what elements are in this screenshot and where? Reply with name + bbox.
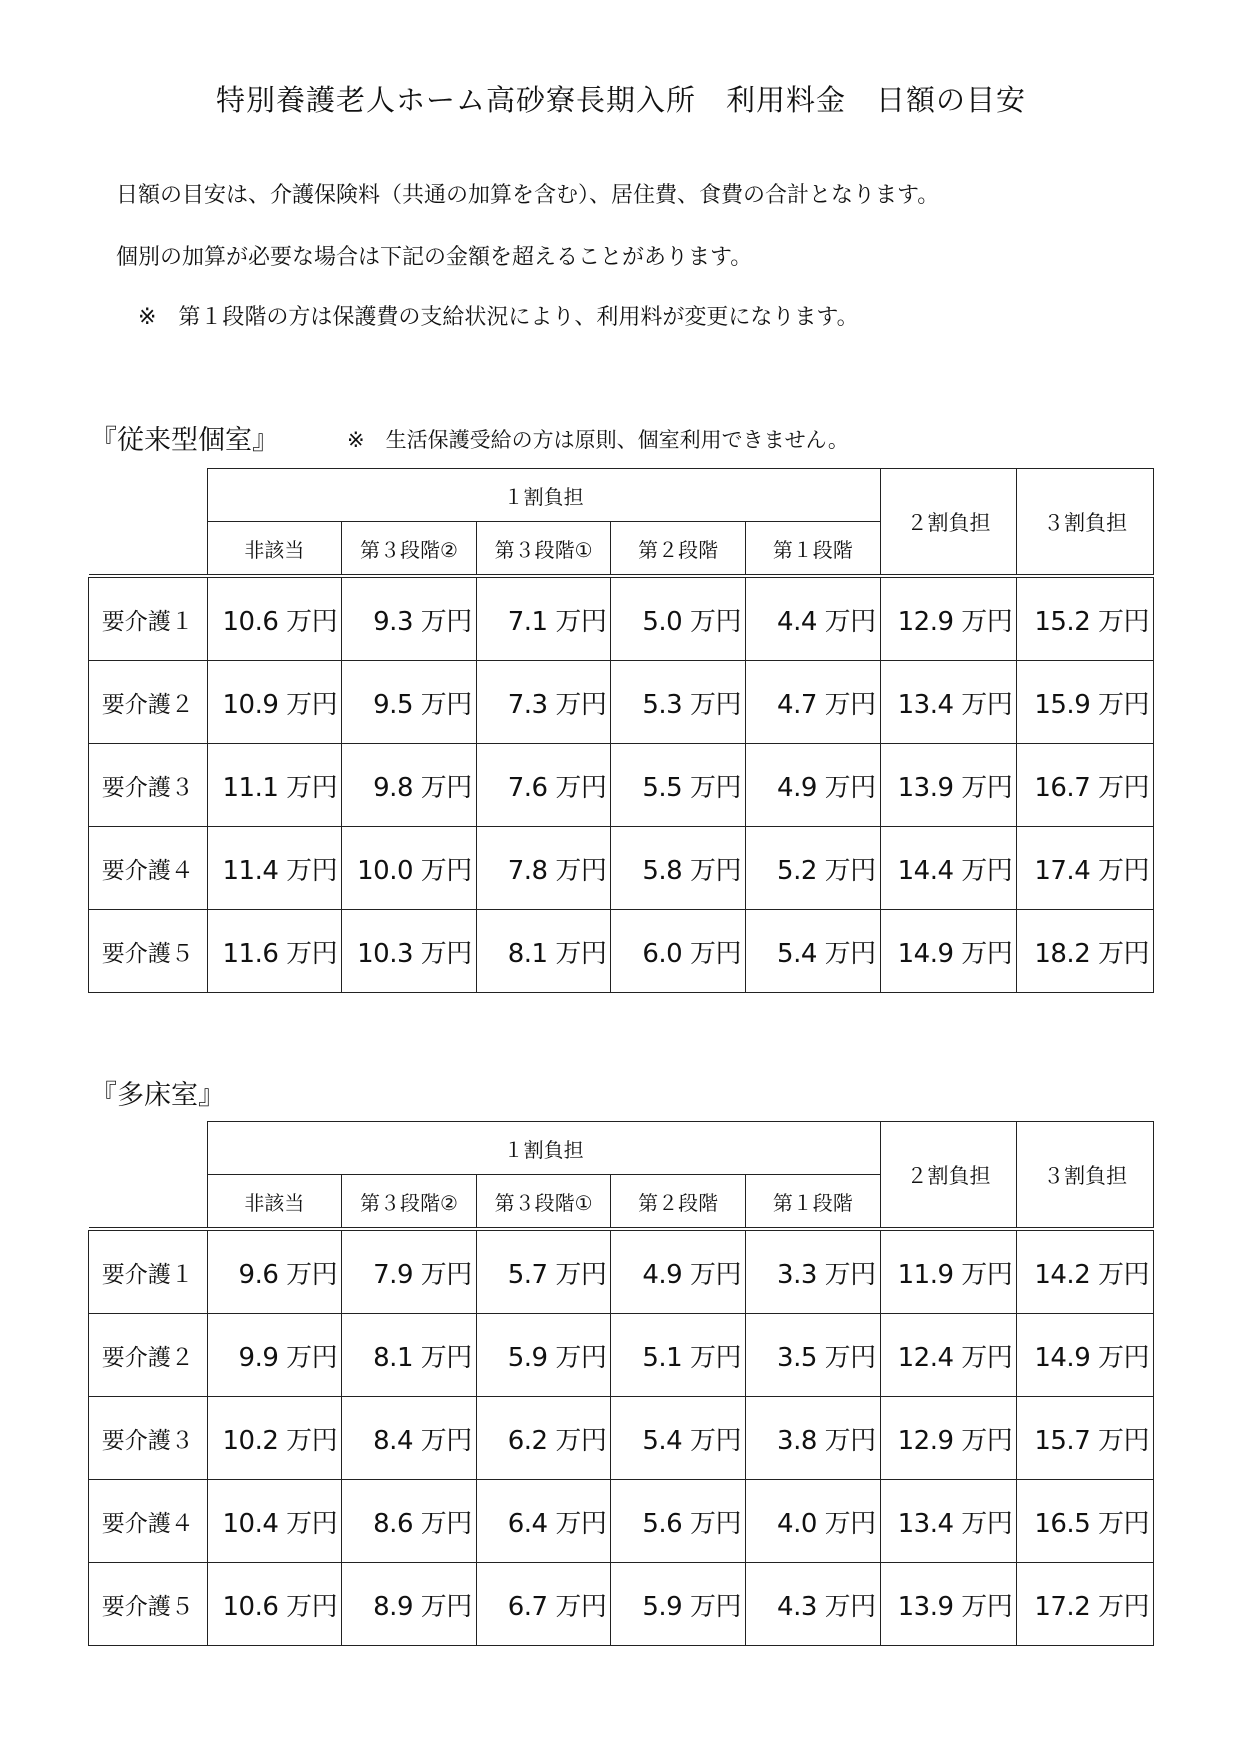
table-row: [89, 744, 1154, 827]
fee-cell: 10.0 万円: [342, 827, 477, 910]
fee-cell: 4.0 万円: [745, 1480, 880, 1563]
fee-cell: 5.9 万円: [476, 1314, 611, 1397]
header-stage3-1: 第３段階①: [476, 1175, 611, 1228]
fee-cell: 15.2 万円: [1017, 578, 1154, 661]
fee-cell: 15.7 万円: [1017, 1397, 1154, 1480]
header-3-wari: ３割負担: [1017, 469, 1154, 575]
fee-cell: 6.7 万円: [476, 1563, 611, 1646]
fee-cell: 15.9 万円: [1017, 661, 1154, 744]
fee-table-private-room: [88, 468, 1154, 993]
fee-cell: 14.2 万円: [1017, 1231, 1154, 1314]
header-stage2: 第２段階: [611, 1175, 746, 1228]
row-label: 要介護４: [89, 1480, 208, 1563]
fee-cell: 8.1 万円: [342, 1314, 477, 1397]
row-label: 要介護３: [89, 1397, 208, 1480]
row-label: 要介護１: [89, 1231, 208, 1314]
fee-cell: 7.3 万円: [476, 661, 611, 744]
fee-cell: 14.9 万円: [880, 910, 1017, 993]
fee-cell: 3.8 万円: [745, 1397, 880, 1480]
header-stage3-1: 第３段階①: [476, 522, 611, 575]
fee-cell: 18.2 万円: [1017, 910, 1154, 993]
header-stage1: 第１段階: [745, 1175, 880, 1228]
fee-cell: 16.5 万円: [1017, 1480, 1154, 1563]
row-label: 要介護４: [89, 827, 208, 910]
fee-cell: 9.6 万円: [207, 1231, 342, 1314]
row-label: 要介護３: [89, 744, 208, 827]
fee-cell: 6.4 万円: [476, 1480, 611, 1563]
fee-cell: 5.1 万円: [611, 1314, 746, 1397]
fee-cell: 13.9 万円: [880, 744, 1017, 827]
fee-cell: 3.5 万円: [745, 1314, 880, 1397]
header-hi-gaitou: 非該当: [207, 522, 342, 575]
table-row: [89, 1314, 1154, 1397]
header-stage1: 第１段階: [745, 522, 880, 575]
header-2-wari: ２割負担: [880, 469, 1017, 575]
fee-cell: 12.9 万円: [880, 1397, 1017, 1480]
fee-cell: 11.4 万円: [207, 827, 342, 910]
fee-cell: 9.3 万円: [342, 578, 477, 661]
table-body: [89, 575, 1154, 993]
header-1-wari: １割負担: [207, 469, 880, 522]
fee-table-multi-bed-room: [88, 1121, 1154, 1646]
fee-cell: 7.9 万円: [342, 1231, 477, 1314]
fee-cell: 12.9 万円: [880, 578, 1017, 661]
table-row: [89, 1563, 1154, 1646]
fee-cell: 8.6 万円: [342, 1480, 477, 1563]
row-label: 要介護１: [89, 578, 208, 661]
section-note-private-room: ※ 生活保護受給の方は原則、個室利用できません。: [347, 428, 849, 452]
header-2-wari: ２割負担: [880, 1122, 1017, 1228]
fee-cell: 10.4 万円: [207, 1480, 342, 1563]
row-label: 要介護２: [89, 661, 208, 744]
header-stage2: 第２段階: [611, 522, 746, 575]
fee-cell: 10.9 万円: [207, 661, 342, 744]
fee-cell: 9.9 万円: [207, 1314, 342, 1397]
fee-cell: 8.1 万円: [476, 910, 611, 993]
fee-cell: 13.9 万円: [880, 1563, 1017, 1646]
fee-cell: 5.0 万円: [611, 578, 746, 661]
fee-cell: 10.3 万円: [342, 910, 477, 993]
fee-cell: 3.3 万円: [745, 1231, 880, 1314]
fee-cell: 4.3 万円: [745, 1563, 880, 1646]
note-stage1: ※ 第１段階の方は保護費の支給状況により、利用料が変更になります。: [138, 305, 859, 330]
fee-cell: 7.8 万円: [476, 827, 611, 910]
fee-cell: 14.4 万円: [880, 827, 1017, 910]
header-hi-gaitou: 非該当: [207, 1175, 342, 1228]
section-heading-multi-bed-room: 『多床室』: [90, 1080, 225, 1111]
fee-cell: 13.4 万円: [880, 661, 1017, 744]
fee-cell: 8.9 万円: [342, 1563, 477, 1646]
note-individual-addition: 個別の加算が必要な場合は下記の金額を超えることがあります。: [116, 245, 753, 270]
table-row: [89, 1231, 1154, 1314]
table-row: [89, 910, 1154, 993]
fee-cell: 9.8 万円: [342, 744, 477, 827]
page-title: 特別養護老人ホーム高砂寮長期入所 利用料金 日額の目安: [215, 83, 1026, 117]
fee-cell: 6.0 万円: [611, 910, 746, 993]
fee-cell: 12.4 万円: [880, 1314, 1017, 1397]
table-row: [89, 661, 1154, 744]
fee-cell: 11.9 万円: [880, 1231, 1017, 1314]
fee-cell: 14.9 万円: [1017, 1314, 1154, 1397]
section-heading-private-room: 『従来型個室』: [90, 425, 279, 456]
fee-cell: 11.1 万円: [207, 744, 342, 827]
fee-cell: 5.2 万円: [745, 827, 880, 910]
fee-cell: 5.5 万円: [611, 744, 746, 827]
fee-cell: 8.4 万円: [342, 1397, 477, 1480]
fee-cell: 17.4 万円: [1017, 827, 1154, 910]
table-corner: [89, 1122, 208, 1228]
header-stage3-2: 第３段階②: [342, 1175, 477, 1228]
fee-cell: 7.1 万円: [476, 578, 611, 661]
fee-cell: 5.4 万円: [611, 1397, 746, 1480]
fee-cell: 5.4 万円: [745, 910, 880, 993]
header-1-wari: １割負担: [207, 1122, 880, 1175]
fee-cell: 4.4 万円: [745, 578, 880, 661]
fee-cell: 6.2 万円: [476, 1397, 611, 1480]
fee-cell: 9.5 万円: [342, 661, 477, 744]
row-label: 要介護２: [89, 1314, 208, 1397]
row-label: 要介護５: [89, 910, 208, 993]
fee-cell: 5.3 万円: [611, 661, 746, 744]
fee-cell: 10.6 万円: [207, 1563, 342, 1646]
table-row: [89, 1397, 1154, 1480]
fee-cell: 5.7 万円: [476, 1231, 611, 1314]
row-label: 要介護５: [89, 1563, 208, 1646]
table-corner: [89, 469, 208, 575]
header-3-wari: ３割負担: [1017, 1122, 1154, 1228]
fee-cell: 5.9 万円: [611, 1563, 746, 1646]
note-total-explanation: 日額の目安は、介護保険料（共通の加算を含む）、居住費、食費の合計となります。: [116, 183, 940, 208]
fee-cell: 4.7 万円: [745, 661, 880, 744]
fee-cell: 5.6 万円: [611, 1480, 746, 1563]
fee-cell: 7.6 万円: [476, 744, 611, 827]
fee-cell: 17.2 万円: [1017, 1563, 1154, 1646]
fee-cell: 10.2 万円: [207, 1397, 342, 1480]
table-body: [89, 1228, 1154, 1646]
fee-cell: 4.9 万円: [611, 1231, 746, 1314]
fee-cell: 4.9 万円: [745, 744, 880, 827]
fee-cell: 5.8 万円: [611, 827, 746, 910]
table-row: [89, 827, 1154, 910]
table-row: [89, 578, 1154, 661]
header-stage3-2: 第３段階②: [342, 522, 477, 575]
fee-cell: 11.6 万円: [207, 910, 342, 993]
fee-cell: 10.6 万円: [207, 578, 342, 661]
fee-cell: 13.4 万円: [880, 1480, 1017, 1563]
table-row: [89, 1480, 1154, 1563]
fee-cell: 16.7 万円: [1017, 744, 1154, 827]
